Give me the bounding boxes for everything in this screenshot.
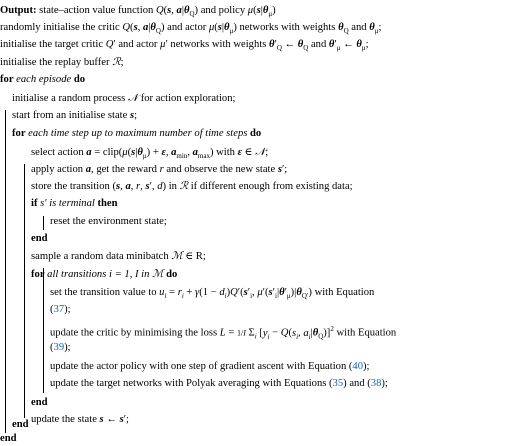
algo-line-update-state: update the state s ← s′; — [31, 414, 129, 425]
scope-bar-if — [43, 216, 44, 230]
algo-line-init-networks: randomly initialise the critic Q(s, $a|\theta_Q$) and actor $\mu(s|\theta_\mu)$ networks with weights $\theta_Q$ and $\theta_\mu$; — [0, 22, 382, 36]
algo-line-end-if: end — [31, 233, 48, 244]
scope-bar-transitions — [43, 268, 44, 393]
algo-line-apply-action: apply action a, get the reward r and observe the new state s′; — [31, 164, 288, 175]
algo-line-ref-39[interactable]: (39); — [50, 342, 71, 353]
algo-line-update-actor: update the actor policy with one step of gradient ascent with Equation (40); — [50, 361, 370, 372]
algo-line-end-4: end — [0, 433, 17, 444]
algo-line-init-buffer: initialise the replay buffer ℛ; — [0, 57, 124, 68]
output-line: Output: state–action value function Q(s, $a|\theta_Q$) and policy $\mu(s|\theta_\mu)$ — [0, 5, 276, 19]
algo-line-for-transitions: for all transitions i = 1, I in ℳ do — [31, 269, 178, 280]
algo-line-init-targets: initialise the target critic Q′ and actor μ′ networks with weights $\theta'_Q$ ← $\theta_Q$ and $\theta'_\mu$ ← $\theta_\mu$; — [0, 39, 369, 53]
equation-link-38[interactable]: 38 — [370, 378, 382, 389]
scope-bar-timestep — [24, 164, 25, 418]
algo-line-for-timestep: for each time step up to maximum number of time steps do — [12, 128, 262, 139]
algo-line-sample-minibatch: sample a random data minibatch ℳ ∈ R; — [31, 251, 206, 262]
algo-line-set-transition-value: set the transition value to $u_i = r_i + \gamma(1 - d_i)Q'(s'_i$, $\mu'(s'_i|\theta'_\mu)|\theta_{Q'}$) with Equation — [50, 287, 375, 301]
algo-line-for-episode: for each episode do — [0, 74, 86, 85]
algo-line-select-action: select action $a = clip(\mu(s|\theta_\mu) + \varepsilon$, $a_{min}$, $a_{max}$) with ε ∈ 𝒩; — [31, 147, 269, 161]
algo-line-update-targets: update the target networks with Polyak averaging with Equations (35) and (38); — [50, 378, 388, 389]
algo-line-end-3: end — [12, 419, 29, 430]
algo-line-if-terminal: if s′ is terminal then — [31, 198, 118, 209]
algo-line-reset-env: reset the environment state; — [50, 216, 167, 227]
scope-bar-episode — [5, 110, 6, 433]
equation-link-40[interactable]: 40 — [352, 361, 364, 372]
algo-line-init-random-process: initialise a random process 𝒩 for action exploration; — [12, 93, 236, 104]
algo-line-start-state: start from an initialise state s; — [12, 110, 138, 121]
algo-line-update-critic: update the critic by minimising the loss L = 1/I $\Sigma_i$ [$y_i - Q(s_i$, $a_i|\theta_Q)]^2$ with Equation — [50, 325, 397, 341]
algo-line-store-transition: store the transition (s, a, r, s′, d) in ℛ if different enough from existing data; — [31, 181, 353, 192]
algo-line-end-for-transitions: end — [31, 397, 48, 408]
equation-link-39[interactable]: 39 — [53, 342, 65, 353]
algo-line-ref-37[interactable]: (37); — [50, 304, 71, 315]
equation-link-35[interactable]: 35 — [332, 378, 344, 389]
equation-link-37[interactable]: 37 — [53, 304, 65, 315]
